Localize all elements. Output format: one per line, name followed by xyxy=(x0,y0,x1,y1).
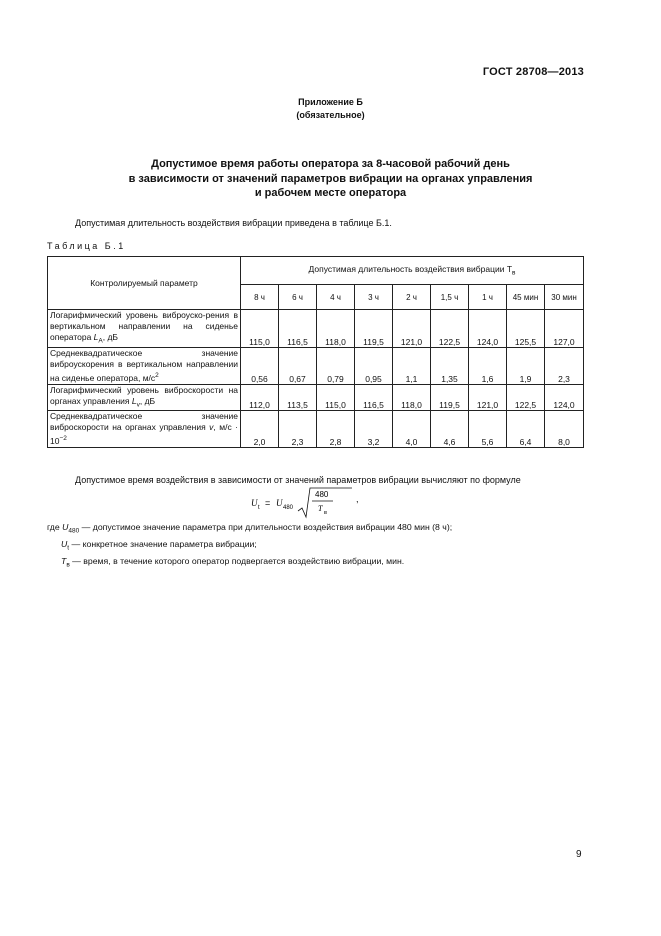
formula-graphic xyxy=(251,485,391,519)
value-cell: 115,0 xyxy=(241,310,279,348)
value-cell: 124,0 xyxy=(545,384,584,411)
annex-status: (обязательное) xyxy=(296,110,365,120)
definition-line-2 xyxy=(47,538,452,555)
value-cell: 113,5 xyxy=(279,384,317,411)
param-column-header: Контролируемый параметр xyxy=(48,257,241,310)
table-caption: Таблица Б.1 xyxy=(47,241,126,251)
value-cell: 121,0 xyxy=(469,384,507,411)
table-row xyxy=(48,384,584,411)
parameter-unit-sup: −2 xyxy=(59,435,67,443)
duration-column-header xyxy=(241,257,584,285)
value-cell: 119,5 xyxy=(355,310,393,348)
title-line-2: в зависимости от значений параметров вибрации на органах управления xyxy=(128,172,533,185)
duration-column: 45 мин xyxy=(507,285,545,310)
parameter-unit: , дБ xyxy=(139,395,156,406)
def-sub: 480 xyxy=(68,527,80,535)
formula-denominator-sub: в xyxy=(324,510,327,516)
annex-title: Приложение Б xyxy=(298,97,363,107)
value-cell: 2,8 xyxy=(317,411,355,448)
def-symbol: U xyxy=(61,539,68,550)
page-number: 9 xyxy=(576,849,582,860)
value-cell: 115,0 xyxy=(317,384,355,411)
value-cell: 2,3 xyxy=(545,347,584,384)
parameter-text: Логарифмический уровень виброскорости на органах управления xyxy=(50,384,238,406)
value-cell: 121,0 xyxy=(393,310,431,348)
duration-column: 2 ч xyxy=(393,285,431,310)
parameter-cell xyxy=(48,347,241,384)
def-text: — допустимое значение параметра при длительности воздействия вибрации 480 мин (8 ч); xyxy=(79,522,453,532)
value-cell: 116,5 xyxy=(279,310,317,348)
value-cell: 1,1 xyxy=(393,347,431,384)
vibration-table xyxy=(47,256,584,448)
value-cell: 116,5 xyxy=(355,384,393,411)
def-text: — конкретное значение параметра вибрации; xyxy=(69,539,257,550)
intro-paragraph: Допустимая длительность воздействия вибрации приведена в таблице Б.1. xyxy=(75,218,392,228)
formula-intro: Допустимое время воздействия в зависимости от значений параметров вибрации вычисляют по формуле xyxy=(75,475,521,485)
parameter-cell xyxy=(48,310,241,348)
value-cell: 4,6 xyxy=(431,411,469,448)
value-cell: 6,4 xyxy=(507,411,545,448)
parameter-cell xyxy=(48,411,241,448)
value-cell: 119,5 xyxy=(431,384,469,411)
value-cell: 112,0 xyxy=(241,384,279,411)
value-cell: 1,35 xyxy=(431,347,469,384)
parameter-text: Среднеквадратическое значение виброускорения в вертикальном направлении на сиденье оператора, м/с xyxy=(50,347,238,383)
value-cell: 0,67 xyxy=(279,347,317,384)
duration-header-text: Допустимая длительность воздействия вибрации T xyxy=(308,264,513,275)
definition-line-1 xyxy=(47,521,452,538)
value-cell: 125,5 xyxy=(507,310,545,348)
duration-column: 4 ч xyxy=(317,285,355,310)
definitions xyxy=(47,521,452,573)
value-cell: 1,9 xyxy=(507,347,545,384)
table-row xyxy=(48,411,584,448)
value-cell: 5,6 xyxy=(469,411,507,448)
parameter-symbol: L xyxy=(131,395,137,406)
value-cell: 2,0 xyxy=(241,411,279,448)
parameter-unit: , дБ xyxy=(102,332,119,342)
parameter-symbol-sub: A xyxy=(98,337,103,345)
def-sub: в xyxy=(66,562,70,570)
value-cell: 2,3 xyxy=(279,411,317,448)
value-cell: 127,0 xyxy=(545,310,584,348)
value-cell: 4,0 xyxy=(393,411,431,448)
duration-column: 6 ч xyxy=(279,285,317,310)
duration-column: 1,5 ч xyxy=(431,285,469,310)
value-cell: 8,0 xyxy=(545,411,584,448)
definitions-prefix: где xyxy=(47,522,60,532)
formula-numerator: 480 xyxy=(315,490,329,499)
def-symbol: U xyxy=(62,522,69,532)
formula-rhs-sub: 480 xyxy=(283,505,294,511)
formula-lhs: U xyxy=(251,498,258,508)
duration-header-sub: в xyxy=(512,269,516,277)
duration-column: 3 ч xyxy=(355,285,393,310)
value-cell: 0,79 xyxy=(317,347,355,384)
parameter-unit-sup: 2 xyxy=(155,371,159,379)
value-cell: 124,0 xyxy=(469,310,507,348)
parameter-text: Среднеквадратическое значение виброскорости на органах управления xyxy=(50,411,238,433)
formula-trailing: , xyxy=(356,494,359,504)
value-cell: 118,0 xyxy=(393,384,431,411)
formula-lhs-sub: t xyxy=(258,505,260,511)
def-text: — время, в течение которого оператор подвергается воздействию вибрации, мин. xyxy=(69,556,405,567)
parameter-text: Логарифмический уровень виброуско-рения в вертикальном направлении на сиденье оператора xyxy=(50,310,238,342)
value-cell: 122,5 xyxy=(431,310,469,348)
value-cell: 3,2 xyxy=(355,411,393,448)
value-cell: 118,0 xyxy=(317,310,355,348)
duration-column: 30 мин xyxy=(545,285,584,310)
formula-rhs: U xyxy=(276,498,283,508)
formula-eq: = xyxy=(265,498,271,508)
def-symbol: T xyxy=(61,556,67,567)
value-cell: 0,56 xyxy=(241,347,279,384)
parameter-cell xyxy=(48,384,241,411)
title-line-3: и рабочем месте оператора xyxy=(254,187,407,199)
formula xyxy=(251,485,391,519)
title-line-1: Допустимое время работы оператора за 8-часовой рабочий день xyxy=(151,158,510,170)
duration-column: 1 ч xyxy=(469,285,507,310)
table-row xyxy=(48,310,584,348)
table-row xyxy=(48,347,584,384)
parameter-symbol: v xyxy=(209,422,214,433)
formula-denominator: T xyxy=(318,504,323,513)
def-sub: t xyxy=(67,544,70,552)
parameter-unit: , м/с · 10 xyxy=(50,422,238,447)
section-title xyxy=(0,157,661,201)
parameter-symbol-sub: v xyxy=(136,401,140,409)
value-cell: 122,5 xyxy=(507,384,545,411)
duration-column: 8 ч xyxy=(241,285,279,310)
table-body xyxy=(48,310,584,448)
parameter-symbol: L xyxy=(93,332,99,342)
value-cell: 1,6 xyxy=(469,347,507,384)
value-cell: 0,95 xyxy=(355,347,393,384)
definition-line-3 xyxy=(47,555,452,572)
standard-number: ГОСТ 28708—2013 xyxy=(482,66,584,78)
